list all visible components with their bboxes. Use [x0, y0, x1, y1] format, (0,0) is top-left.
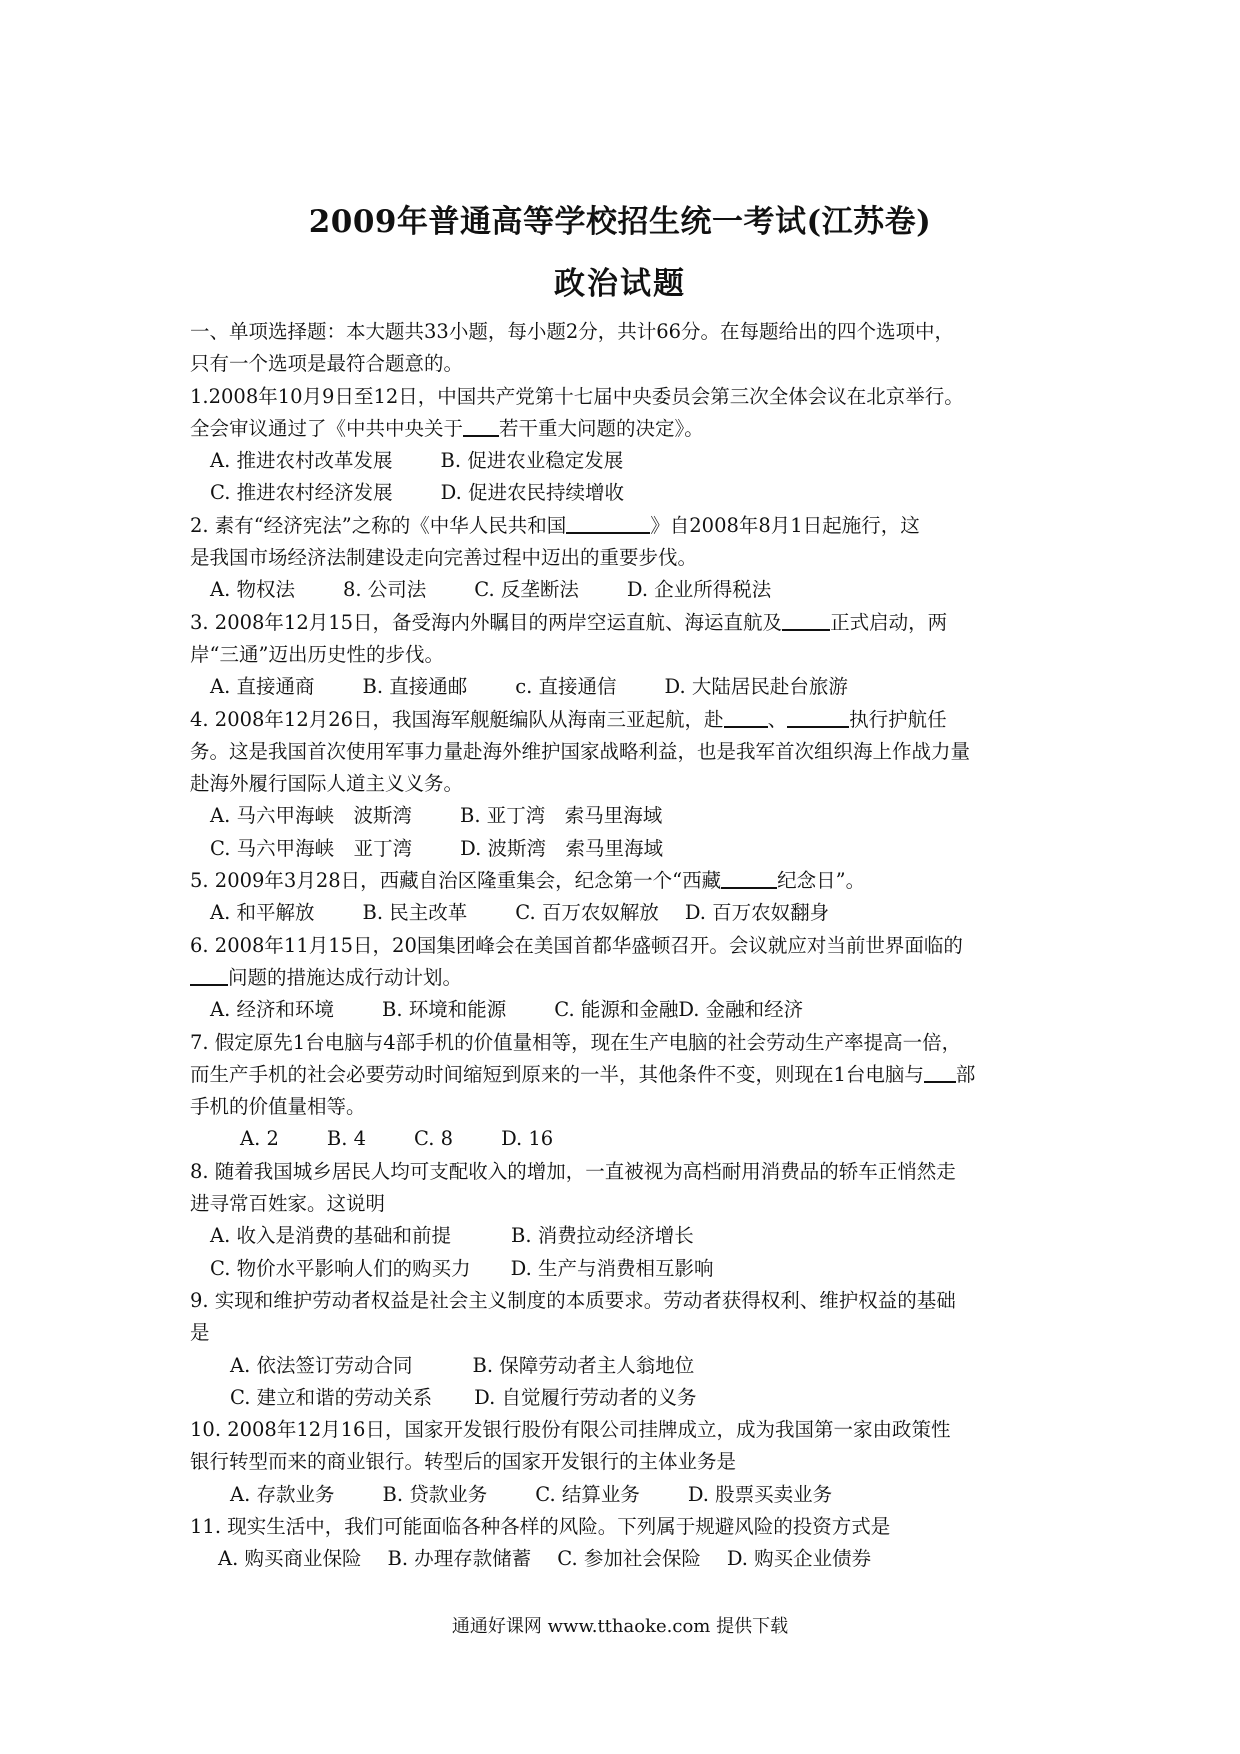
option-d: D. 生产与消费相互影响 [510, 1256, 714, 1280]
option-b: B. 促进农业稳定发展 [440, 449, 624, 473]
option-c: C. 百万农奴解放 [515, 901, 659, 925]
footer-source: 通通好课网 www.tthaoke.com 提供下载 [451, 1616, 789, 1637]
option-c: C. 反垄断法 [474, 578, 579, 602]
option-d: D. 大陆居民赴台旅游 [664, 675, 848, 699]
question-9-options-row-1 [190, 1350, 1060, 1382]
option-b: B. 贷款业务 [382, 1482, 488, 1506]
option-c: C. 物价水平影响人们的购买力 [210, 1256, 471, 1280]
option-c: C. 结算业务 [535, 1482, 640, 1506]
answer-blank [782, 607, 830, 631]
option-b: B. 环境和能源 [381, 998, 507, 1022]
question-7-text-cont: 而生产手机的社会必要劳动时间缩短到原来的一半，其他条件不变，则现在1台电脑与 部 [190, 1059, 1060, 1091]
option-a: A. 依法签订劳动合同 [230, 1353, 413, 1377]
question-3-text-cont: 岸“三通”迈出历史性的步伐。 [190, 642, 444, 666]
section-intro-cont: 只有一个选项是最符合题意的。 [190, 352, 464, 376]
option-a: A. 推进农村改革发展 [210, 449, 393, 473]
question-10-text-cont: 银行转型而来的商业银行。转型后的国家开发银行的主体业务是 [190, 1450, 737, 1474]
question-6-options [190, 994, 1060, 1026]
question-10-text: 10. 2008年12月16日，国家开发银行股份有限公司挂牌成立，成为我国第一家由政策性 [190, 1418, 951, 1442]
question-4-text: 4. 2008年12月26日，我国海军舰艇编队从海南三亚起航，赴 、 执行护航任 [190, 704, 1060, 736]
option-b: 8. 公司法 [342, 578, 427, 602]
option-b: B. 民主改革 [362, 901, 468, 925]
question-9-text: 9. 实现和维护劳动者权益是社会主义制度的本质要求。劳动者获得权利、维护权益的基础 [190, 1288, 956, 1312]
answer-blank [787, 704, 849, 728]
option-c: c. 直接通信 [515, 675, 617, 699]
question-8-text-cont: 进寻常百姓家。这说明 [190, 1192, 386, 1216]
option-a: A. 和平解放 [210, 901, 315, 925]
answer-blank [190, 962, 228, 986]
question-3-text: 3. 2008年12月15日，备受海内外瞩目的两岸空运直航、海运直航及 正式启动，两 [190, 607, 1060, 639]
question-8-text: 8. 随着我国城乡居民人均可支配收入的增加，一直被视为高档耐用消费品的轿车正悄然走 [190, 1159, 956, 1183]
section-intro: 一、单项选择题：本大题共33小题，每小题2分，共计66分。在每题给出的四个选项中， [190, 320, 955, 343]
option-b: B. 保障劳动者主人翁地位 [472, 1353, 695, 1377]
question-4-text-cont-2: 赴海外履行国际人道主义义务。 [190, 772, 464, 796]
option-a: A. 直接通商 [210, 675, 315, 699]
answer-blank [721, 865, 777, 889]
question-1-options-row-1 [190, 445, 1060, 477]
answer-blank [463, 413, 499, 437]
question-6-text-cont: 问题的措施达成行动计划。 [190, 962, 1060, 994]
exam-subtitle: 政治试题 [554, 266, 686, 302]
question-list [190, 316, 1060, 1576]
answer-blank [566, 510, 650, 534]
option-a: A. 存款业务 [230, 1482, 335, 1506]
question-9-text-cont: 是 [190, 1321, 210, 1345]
option-b: B. 消费拉动经济增长 [510, 1224, 694, 1248]
question-5-options [190, 897, 1060, 929]
option-c: C. 能源和金融 [554, 998, 679, 1022]
question-1-options-row-2 [190, 477, 1060, 509]
question-3-options [190, 671, 1060, 703]
option-a: A. 经济和环境 [210, 998, 334, 1022]
option-a: A. 物权法 [210, 578, 295, 602]
option-a: A. 购买商业保险 [218, 1547, 362, 1571]
option-d: D. 股票买卖业务 [687, 1482, 833, 1506]
option-c: C. 马六甲海峡 亚丁湾 [210, 836, 413, 860]
option-b: B. 4 [326, 1127, 367, 1151]
question-11-options [190, 1543, 1060, 1575]
question-4-options-row-1 [190, 800, 1060, 832]
question-7-text: 7. 假定原先1台电脑与4部手机的价值量相等，现在生产电脑的社会劳动生产率提高一倍， [190, 1030, 962, 1054]
answer-blank [924, 1059, 956, 1083]
option-b: B. 亚丁湾 索马里海域 [459, 804, 663, 828]
question-9-options-row-2 [190, 1382, 1060, 1414]
option-c: C. 参加社会保险 [557, 1547, 701, 1571]
question-10-options [190, 1479, 1060, 1511]
question-2-options [190, 574, 1060, 606]
question-7-text-cont-2: 手机的价值量相等。 [190, 1095, 366, 1119]
option-a: A. 收入是消费的基础和前提 [210, 1224, 451, 1248]
question-2-text: 2. 素有“经济宪法”之称的《中华人民共和国 》自2008年8月1日起施行，这 [190, 510, 1060, 542]
option-c: C. 8 [414, 1127, 454, 1151]
option-d: D. 16 [501, 1127, 554, 1151]
question-8-options-row-2 [190, 1253, 1060, 1285]
option-b: B. 办理存款储蓄 [387, 1547, 532, 1571]
option-c: C. 推进农村经济发展 [210, 481, 393, 505]
option-d: D. 企业所得税法 [626, 578, 772, 602]
question-1-text-cont: 全会审议通过了《中共中央关于 若干重大问题的决定》。 [190, 413, 1060, 445]
question-5-text: 5. 2009年3月28日，西藏自治区隆重集会，纪念第一个“西藏 纪念日”。 [190, 865, 1060, 897]
exam-title: 2009年普通高等学校招生统一考试(江苏卷) [308, 204, 932, 240]
question-1-text: 1.2008年10月9日至12日，中国共产党第十七届中央委员会第三次全体会议在北京举行。 [190, 384, 964, 408]
answer-blank [724, 704, 768, 728]
option-c: C. 建立和谐的劳动关系 [230, 1385, 433, 1409]
option-d: D. 购买企业债券 [726, 1547, 872, 1571]
option-a: A. 2 [240, 1127, 279, 1151]
question-2-text-cont: 是我国市场经济法制建设走向完善过程中迈出的重要步伐。 [190, 546, 698, 570]
question-11-text: 11. 现实生活中，我们可能面临各种各样的风险。下列属于规避风险的投资方式是 [190, 1514, 891, 1538]
question-7-options [190, 1123, 1060, 1155]
option-d: D. 自觉履行劳动者的义务 [474, 1385, 697, 1409]
question-6-text: 6. 2008年11月15日，20国集团峰会在美国首都华盛顿召开。会议就应对当前世界面临的 [190, 933, 963, 957]
option-b: B. 直接通邮 [362, 675, 468, 699]
option-d: D. 波斯湾 索马里海域 [460, 836, 663, 860]
option-d: D. 促进农民持续增收 [440, 481, 624, 505]
question-4-options-row-2 [190, 833, 1060, 865]
option-a: A. 马六甲海峡 波斯湾 [210, 804, 412, 828]
option-d: D. 金融和经济 [678, 998, 804, 1022]
question-8-options-row-1 [190, 1220, 1060, 1252]
option-d: D. 百万农奴翻身 [684, 901, 830, 925]
question-4-text-cont: 务。这是我国首次使用军事力量赴海外维护国家战略利益，也是我军首次组织海上作战力量 [190, 739, 971, 763]
